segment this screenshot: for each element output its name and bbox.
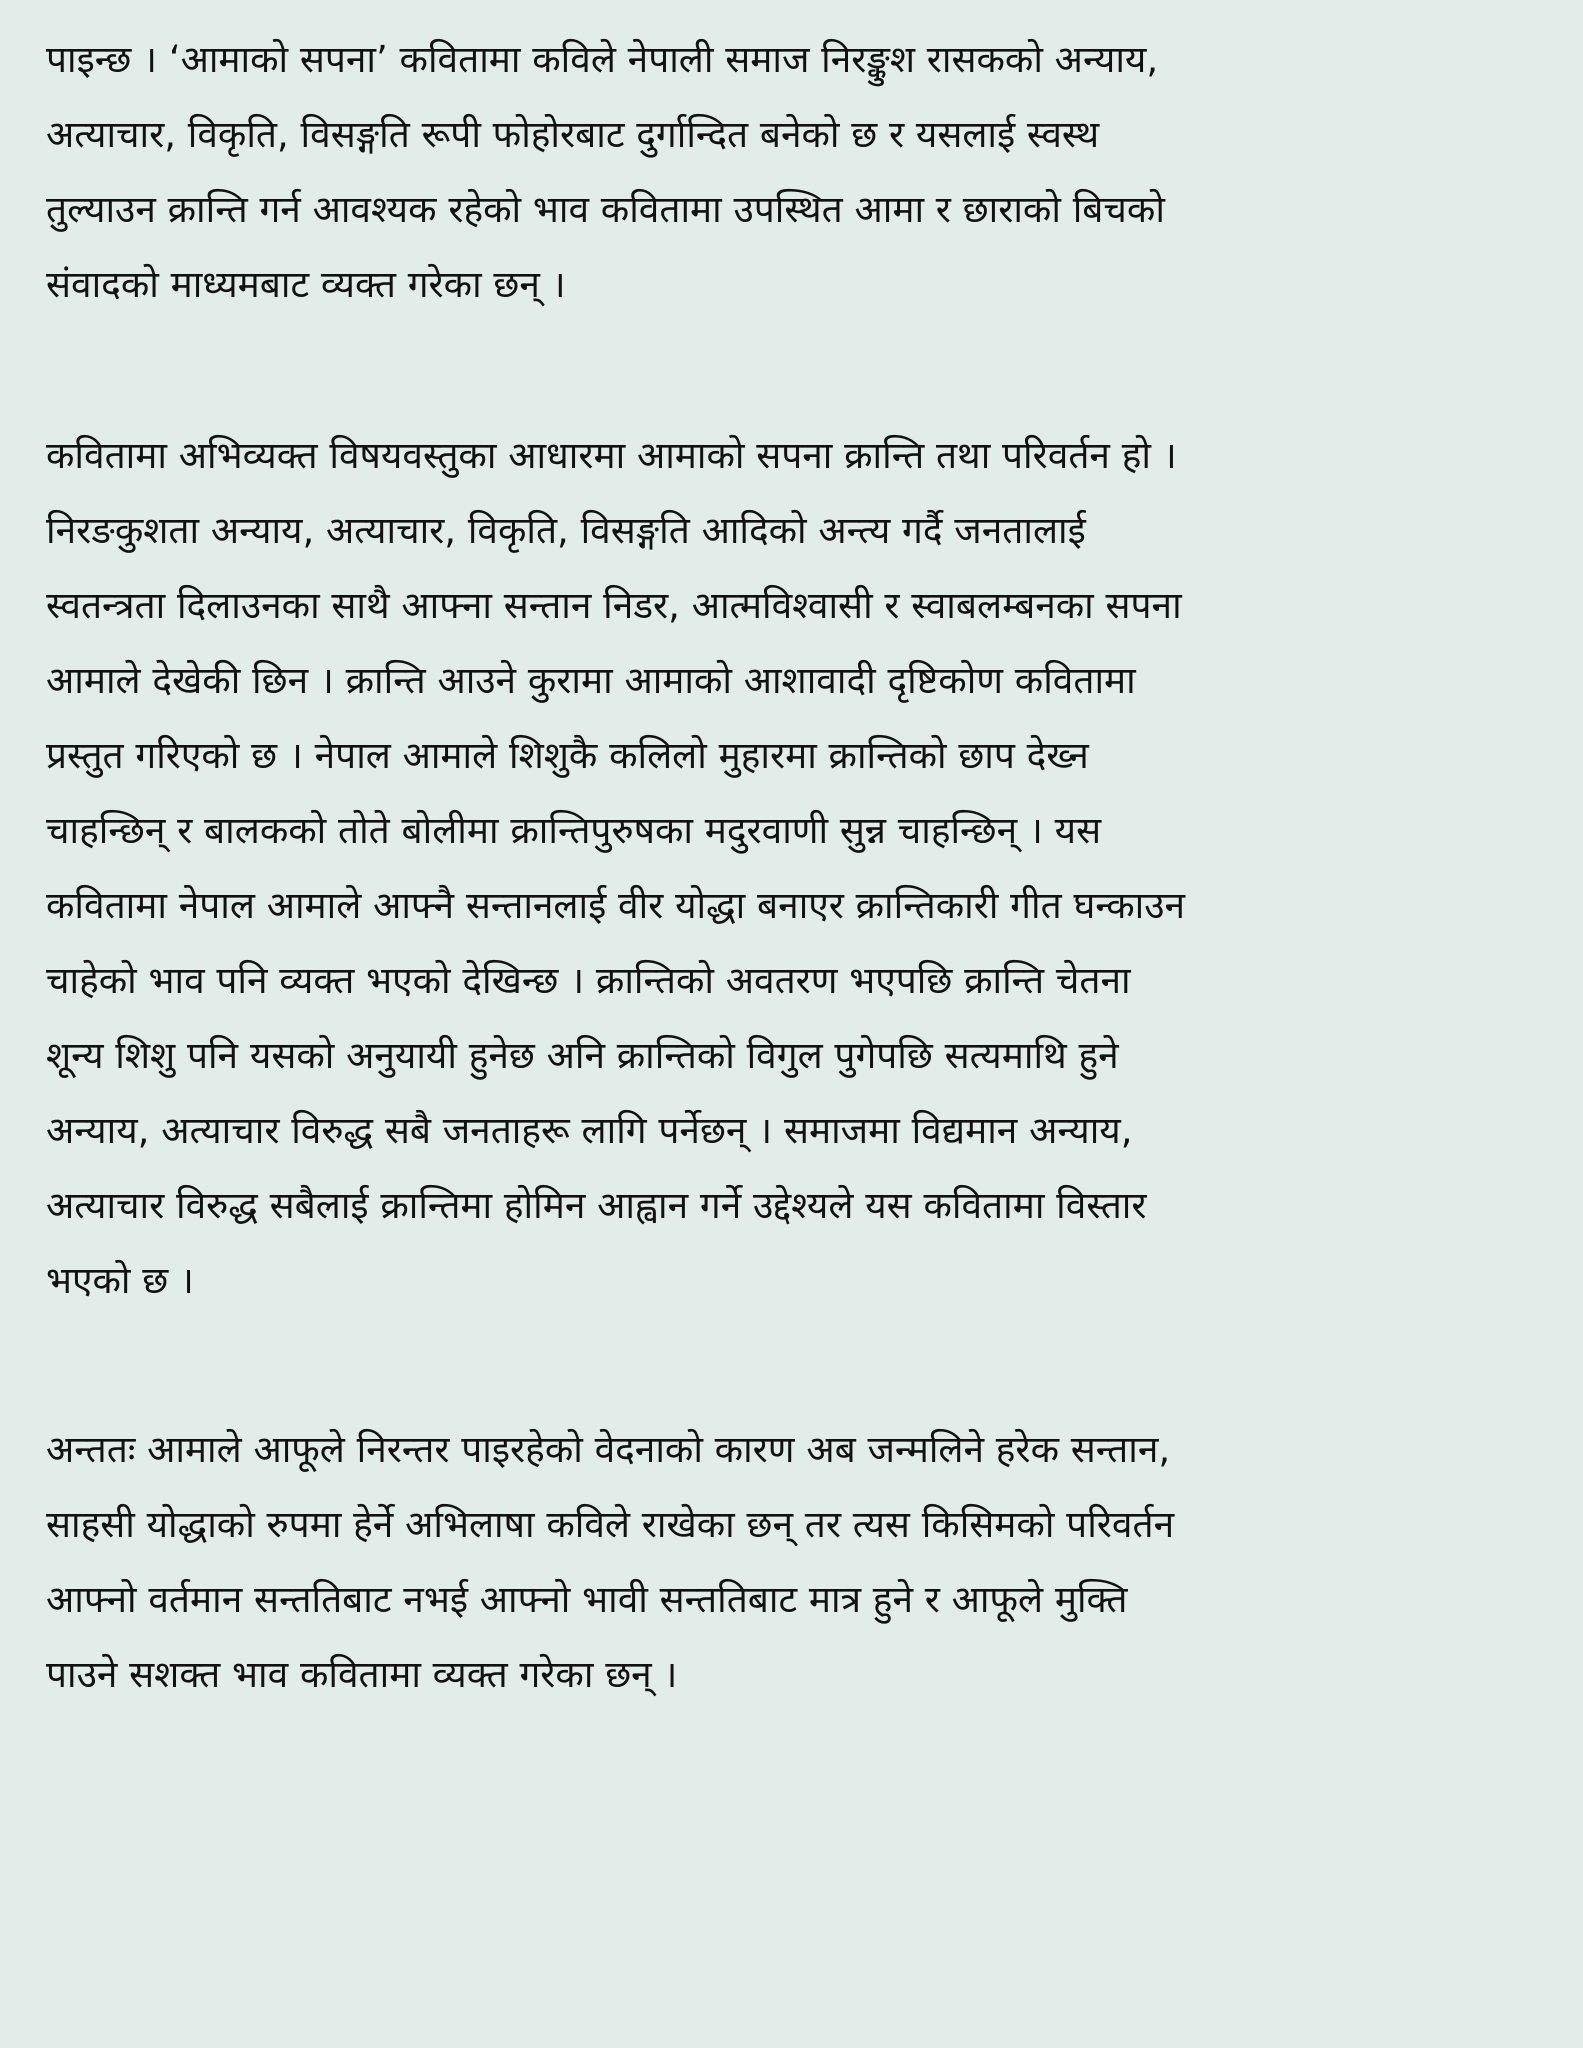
- text-line: पाउने सशक्त भाव कवितामा व्यक्त गरेका छन् ।: [46, 1653, 678, 1696]
- paragraph-3: [46, 1412, 1174, 1712]
- text-line: भएको छ ।: [46, 1259, 194, 1302]
- text-line: शून्य शिशु पनि यसको अनुयायी हुनेछ अनि क्रान्तिको विगुल पुगेपछि सत्यमाथि हुने: [46, 1034, 1119, 1077]
- text-line: प्रस्तुत गरिएको छ । नेपाल आमाले शिशुकै कलिलो मुहारमा क्रान्तिको छाप देख्न: [46, 734, 1089, 777]
- text-line: स्वतन्त्रता दिलाउनका साथै आफ्ना सन्तान निडर, आत्मविश्वासी र स्वाबलम्बनका सपना: [46, 584, 1182, 627]
- text-line: चाहन्छिन् र बालकको तोते बोलीमा क्रान्तिपुरुषका मदुरवाणी सुन्न चाहन्छिन् । यस: [46, 809, 1102, 852]
- text-line: अन्याय, अत्याचार विरुद्ध सबै जनताहरू लागि पर्नेछन् । समाजमा विद्यमान अन्याय,: [46, 1109, 1133, 1152]
- text-line: आमाले देखेकी छिन । क्रान्ति आउने कुरामा आमाको आशावादी दृष्टिकोण कवितामा: [46, 659, 1136, 702]
- text-line: आफ्नो वर्तमान सन्ततिबाट नभई आफ्नो भावी सन्ततिबाट मात्र हुने र आफूले मुक्ति: [46, 1578, 1128, 1621]
- text-line: अत्याचार विरुद्ध सबैलाई क्रान्तिमा होमिन आह्वान गर्ने उद्देश्यले यस कवितामा विस्तार: [46, 1184, 1147, 1227]
- text-line: कवितामा नेपाल आमाले आफ्नै सन्तानलाई वीर योद्धा बनाएर क्रान्तिकारी गीत घन्काउन: [46, 884, 1186, 927]
- text-line: तुल्याउन क्रान्ति गर्न आवश्यक रहेको भाव कवितामा उपस्थित आमा र छाराको बिचको: [46, 188, 1165, 231]
- text-line: पाइन्छ । ‘आमाको सपना’ कवितामा कविले नेपाली समाज निरङ्कुश रासकको अन्याय,: [46, 38, 1159, 81]
- text-line: अत्याचार, विकृति, विसङ्गति रूपी फोहोरबाट दुर्गान्दित बनेको छ र यसलाई स्वस्थ: [46, 113, 1100, 156]
- text-line: कवितामा अभिव्यक्त विषयवस्तुका आधारमा आमाको सपना क्रान्ति तथा परिवर्तन हो ।: [46, 434, 1177, 477]
- text-line: संवादको माध्यमबाट व्यक्त गरेका छन् ।: [46, 263, 566, 306]
- text-line: अन्ततः आमाले आफूले निरन्तर पाइरहेको वेदनाको कारण अब जन्मलिने हरेक सन्तान,: [46, 1428, 1171, 1471]
- text-line: चाहेको भाव पनि व्यक्त भएको देखिन्छ । क्रान्तिको अवतरण भएपछि क्रान्ति चेतना: [46, 959, 1131, 1002]
- text-line: निरङकुशता अन्याय, अत्याचार, विकृति, विसङ्गति आदिको अन्त्य गर्दै जनतालाई: [46, 509, 1086, 552]
- paragraph-2: [46, 418, 1185, 1318]
- paragraph-1: [46, 22, 1165, 322]
- text-line: साहसी योद्धाको रुपमा हेर्ने अभिलाषा कविले राखेका छन् तर त्यस किसिमको परिवर्तन: [46, 1503, 1175, 1546]
